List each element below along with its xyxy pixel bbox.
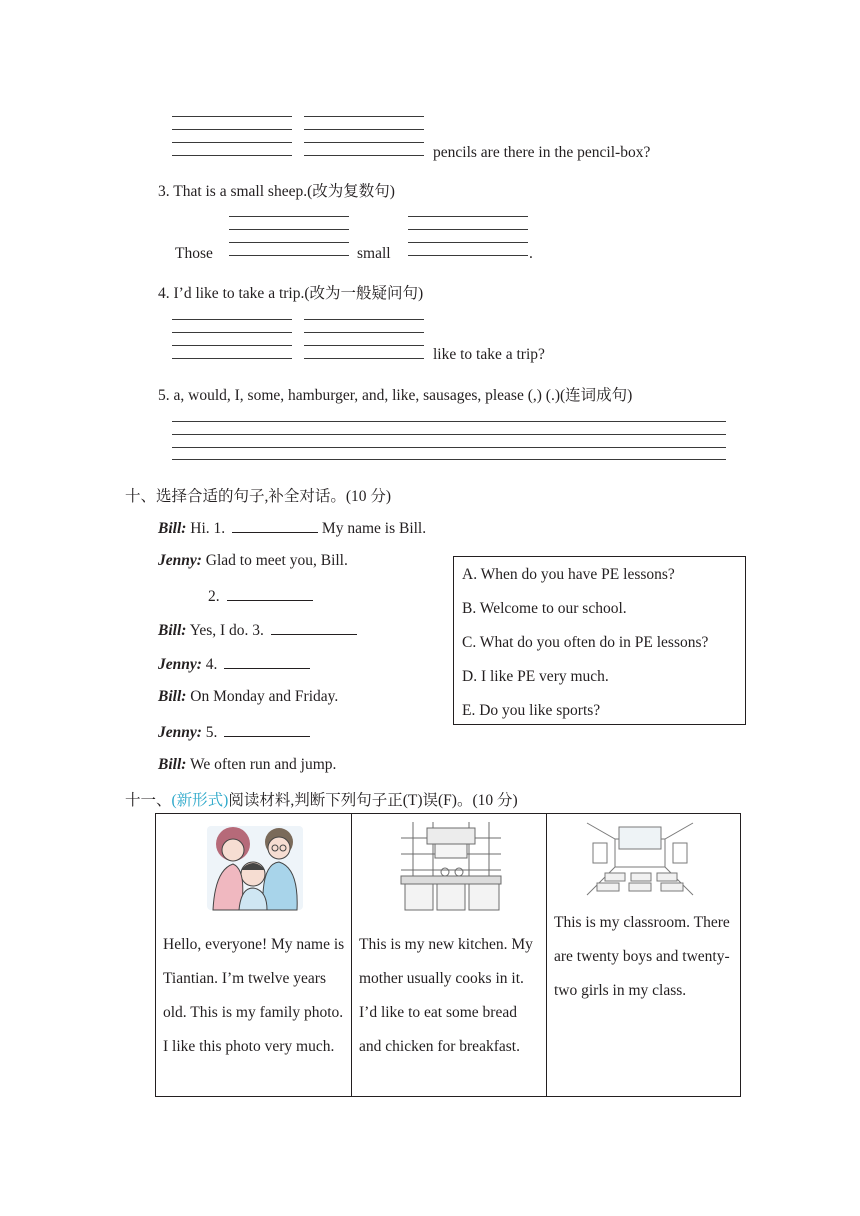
q3-prompt: 3. That is a small sheep.(改为复数句) xyxy=(158,183,395,200)
q3-word-mid: small xyxy=(357,245,391,262)
option-c: C. What do you often do in PE lessons? xyxy=(462,634,709,651)
dialogue-text: We often run and jump. xyxy=(186,756,337,773)
dialogue-text: On Monday and Friday. xyxy=(186,688,339,705)
q3-end: . xyxy=(529,245,533,262)
option-e: E. Do you like sports? xyxy=(462,702,601,719)
answer-blank-1[interactable] xyxy=(232,518,318,533)
dialogue-line-6 xyxy=(158,688,338,706)
dialogue-text: Glad to meet you, Bill. xyxy=(201,552,348,569)
dialogue-speaker: Bill: xyxy=(158,622,187,639)
q2-blank-1[interactable] xyxy=(172,116,292,158)
reading-text-1: Hello, everyone! My name is Tiantian. I’m twelve years old. This is my family photo. I like this photo very much. xyxy=(163,936,345,1055)
q2-blank-2[interactable] xyxy=(304,116,424,158)
dialogue-text: 5. xyxy=(201,724,222,741)
section11-tag: (新形式) xyxy=(171,792,229,809)
dialogue-line-5 xyxy=(158,654,310,674)
q4-blank-1[interactable] xyxy=(172,319,292,361)
classroom-icon xyxy=(585,821,695,897)
section10-heading: 十、选择合适的句子,补全对话。(10 分) xyxy=(125,488,392,505)
section11-number: 十一、 xyxy=(125,792,172,809)
dialogue-speaker: Bill: xyxy=(158,688,187,705)
dialogue-text: 4. xyxy=(201,656,222,673)
dialogue-text: Hi. 1. xyxy=(186,520,230,537)
dialogue-speaker: Jenny: xyxy=(158,552,202,569)
options-box xyxy=(453,556,746,725)
q4-suffix: like to take a trip? xyxy=(433,346,545,363)
dialogue-text: Yes, I do. 3. xyxy=(186,622,268,639)
q2-suffix: pencils are there in the pencil-box? xyxy=(433,144,651,161)
dialogue-text: My name is Bill. xyxy=(318,520,427,537)
reading-cell-1 xyxy=(156,814,351,1096)
family-photo-icon xyxy=(205,818,305,912)
answer-blank-5[interactable] xyxy=(224,722,310,737)
dialogue-line-7 xyxy=(158,722,310,742)
reading-cell-3 xyxy=(546,814,740,1096)
option-b: B. Welcome to our school. xyxy=(462,600,627,617)
dialogue-speaker: Bill: xyxy=(158,520,187,537)
answer-blank-2[interactable] xyxy=(227,586,313,601)
option-a: A. When do you have PE lessons? xyxy=(462,566,675,583)
answer-blank-4[interactable] xyxy=(224,654,310,669)
section11-instruction: 阅读材料,判断下列句子正(T)误(F)。(10 分) xyxy=(228,792,518,809)
dialogue-text: 2. xyxy=(208,588,224,605)
q4-prompt: 4. I’d like to take a trip.(改为一般疑问句) xyxy=(158,285,424,302)
dialogue-line-3 xyxy=(208,586,313,606)
q4-blank-2[interactable] xyxy=(304,319,424,361)
dialogue-speaker: Bill: xyxy=(158,756,187,773)
section11-heading xyxy=(125,788,518,810)
dialogue-speaker: Jenny: xyxy=(158,656,202,673)
reading-table xyxy=(155,813,741,1097)
answer-blank-3[interactable] xyxy=(271,620,357,635)
dialogue-line-4 xyxy=(158,620,357,640)
reading-text-2: This is my new kitchen. My mother usually cooks in it. I’d like to eat some bread and chicken for breakfast. xyxy=(359,936,533,1055)
reading-text-3: This is my classroom. There are twenty boys and twenty-two girls in my class. xyxy=(554,914,730,999)
dialogue-speaker: Jenny: xyxy=(158,724,202,741)
reading-cell-2 xyxy=(351,814,547,1096)
q3-blank-2[interactable] xyxy=(408,216,528,258)
dialogue-line-1 xyxy=(158,518,426,538)
q3-word-start: Those xyxy=(175,245,213,262)
option-d: D. I like PE very much. xyxy=(462,668,609,685)
dialogue-line-8 xyxy=(158,756,336,774)
q5-prompt: 5. a, would, I, some, hamburger, and, like, sausages, please (,) (.)(连词成句) xyxy=(158,387,633,404)
q5-answer-lines[interactable] xyxy=(172,421,726,463)
q3-blank-1[interactable] xyxy=(229,216,349,258)
dialogue-line-2 xyxy=(158,552,348,570)
kitchen-icon xyxy=(399,820,503,912)
